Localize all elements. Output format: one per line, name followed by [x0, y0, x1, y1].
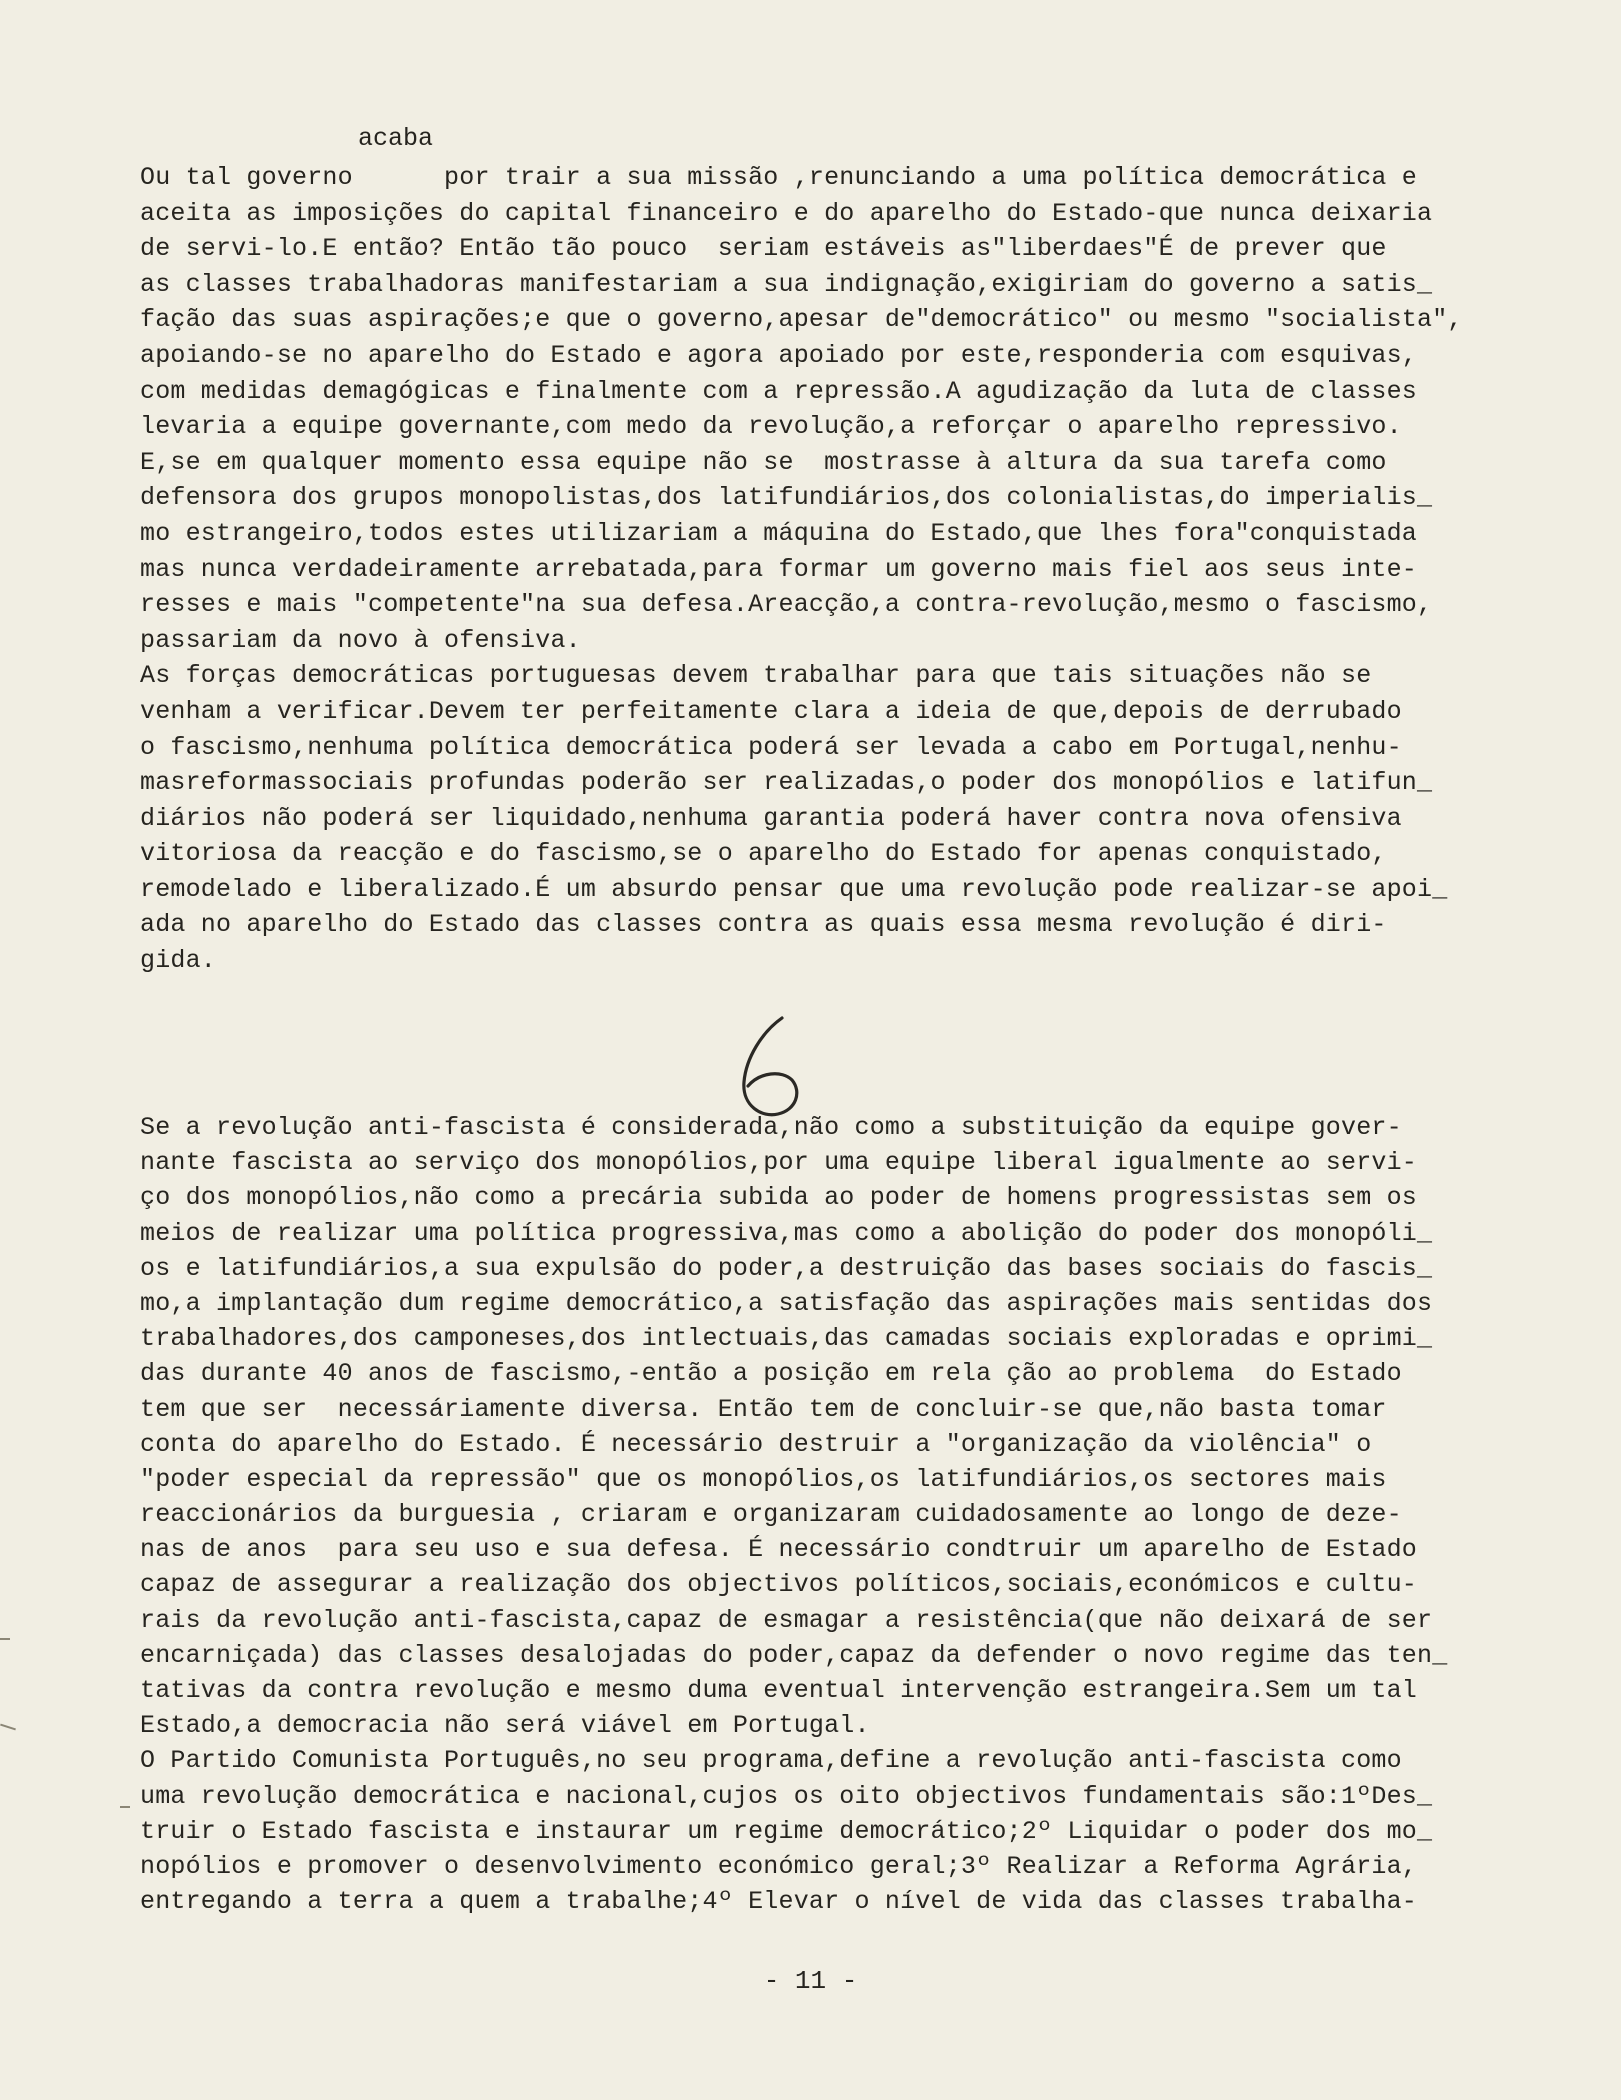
text-line: defensora dos grupos monopolistas,dos latifundiários,dos colonialistas,do imperialis_ [140, 483, 1433, 513]
handwritten-section-number-6 [720, 1010, 830, 1125]
text-line: fação das suas aspirações;e que o governo,apesar de"democrático" ou mesmo "socialista", [140, 305, 1463, 335]
text-line: "poder especial da repressão" que os monopólios,os latifundiários,os sectores mais [140, 1464, 1387, 1494]
text-line: aceita as imposições do capital financeiro e do aparelho do Estado-que nunca deixaria [140, 198, 1433, 228]
text-line: as classes trabalhadoras manifestariam a sua indignação,exigiriam do governo a satis_ [140, 269, 1433, 299]
text-line: tativas da contra revolução e mesmo duma eventual intervenção estrangeira.Sem um tal [140, 1676, 1418, 1705]
text-line: Estado,a democracia não será viável em Portugal. [140, 1711, 870, 1741]
text-line: ço dos monopólios,não como a precária subida ao poder de homens progressistas sem os [140, 1183, 1418, 1213]
text-line: levaria a equipe governante,com medo da revolução,a reforçar o aparelho repressivo. [140, 412, 1402, 442]
text-line: uma revolução democrática e nacional,cujos os oito objectivos fundamentais são:1ºDes_ [140, 1781, 1433, 1811]
margin-mark [0, 1724, 16, 1731]
text-line: mo,a implantação dum regime democrático,a satisfação das aspirações mais sentidas dos [140, 1288, 1433, 1318]
handwritten-insertion: acaba [358, 124, 434, 153]
margin-mark [0, 1638, 10, 1640]
text-line: entregando a terra a quem a trabalhe;4º Elevar o nível de vida das classes trabalha- [140, 1887, 1418, 1917]
text-line: meios de realizar uma política progressiva,mas como a abolição do poder dos monopóli_ [140, 1218, 1433, 1248]
text-line: reaccionários da burguesia , criaram e organizaram cuidadosamente ao longo de deze- [140, 1500, 1402, 1530]
text-line: das durante 40 anos de fascismo,-então a posição em rela ção ao problema do Estado [140, 1359, 1402, 1389]
text-line: capaz de assegurar a realização dos objectivos políticos,sociais,económicos e cultu- [140, 1570, 1418, 1600]
text-line: os e latifundiários,a sua expulsão do poder,a destruição das bases sociais do fascis_ [140, 1253, 1433, 1283]
text-line: com medidas demagógicas e finalmente com a repressão.A agudização da luta de classes [140, 376, 1418, 406]
text-line: As forças democráticas portuguesas devem trabalhar para que tais situações não se [140, 661, 1372, 691]
text-line: trabalhadores,dos camponeses,dos intlectuais,das camadas sociais exploradas e oprimi_ [140, 1324, 1433, 1354]
text-line: venham a verificar.Devem ter perfeitamente clara a ideia de que,depois de derrubado [140, 696, 1402, 726]
text-line: Ou tal governo por trair a sua missão ,renunciando a uma política democrática e [140, 163, 1418, 192]
text-line: ada no aparelho do Estado das classes contra as quais essa mesma revolução é diri- [140, 910, 1387, 940]
page-number: - 11 - [763, 1966, 858, 1996]
text-line: nas de anos para seu uso e sua defesa. É necessário condtruir um aparelho de Estado [140, 1535, 1418, 1565]
text-line: resses e mais "competente"na sua defesa.Areacção,a contra-revolução,mesmo o fascismo, [140, 590, 1433, 620]
text-line: rais da revolução anti-fascista,capaz de esmagar a resistência(que não deixará de ser [140, 1605, 1433, 1635]
paragraph-1 [140, 160, 1480, 979]
text-line: nante fascista ao serviço dos monopólios,por uma equipe liberal igualmente ao servi- [140, 1148, 1418, 1178]
text-line: de servi-lo.E então? Então tão pouco seriam estáveis as"liberdaes"É de prever que [140, 234, 1387, 264]
text-line: passariam da novo à ofensiva. [140, 625, 581, 655]
text-line: E,se em qualquer momento essa equipe não se mostrasse à altura da sua tarefa como [140, 447, 1387, 477]
text-line: remodelado e liberalizado.É um absurdo pensar que uma revolução pode realizar-se apoi_ [140, 874, 1448, 904]
text-line: conta do aparelho do Estado. É necessário destruir a "organização da violência" o [140, 1429, 1372, 1459]
text-line: o fascismo,nenhuma política democrática poderá ser levada a cabo em Portugal,nenhu- [140, 732, 1402, 762]
paragraph-2 [140, 1110, 1480, 1919]
text-line: vitoriosa da reacção e do fascismo,se o aparelho do Estado for apenas conquistado, [140, 839, 1387, 869]
text-line: mas nunca verdadeiramente arrebatada,para formar um governo mais fiel aos seus inte- [140, 554, 1418, 584]
text-line: gida. [140, 946, 217, 976]
text-line: apoiando-se no aparelho do Estado e agora apoiado por este,responderia com esquivas, [140, 340, 1418, 370]
text-line: diários não poderá ser liquidado,nenhuma garantia poderá haver contra nova ofensiva [140, 803, 1402, 833]
text-line: masreformassociais profundas poderão ser realizadas,o poder dos monopólios e latifun_ [140, 768, 1433, 798]
text-line: tem que ser necessáriamente diversa. Então tem de concluir-se que,não basta tomar [140, 1394, 1387, 1424]
text-line: encarniçada) das classes desalojadas do poder,capaz da defender o novo regime das ten_ [140, 1640, 1448, 1670]
text-line: truir o Estado fascista e instaurar um regime democrático;2º Liquidar o poder dos mo_ [140, 1816, 1433, 1846]
text-line: Se a revolução anti-fascista é considerada,não como a substituição da equipe gover- [140, 1113, 1402, 1142]
text-line: O Partido Comunista Português,no seu programa,define a revolução anti-fascista como [140, 1746, 1402, 1776]
text-line: mo estrangeiro,todos estes utilizariam a máquina do Estado,que lhes fora"conquistada [140, 518, 1418, 548]
text-line: nopólios e promover o desenvolvimento económico geral;3º Realizar a Reforma Agrária, [140, 1851, 1418, 1881]
margin-mark [120, 1806, 130, 1808]
